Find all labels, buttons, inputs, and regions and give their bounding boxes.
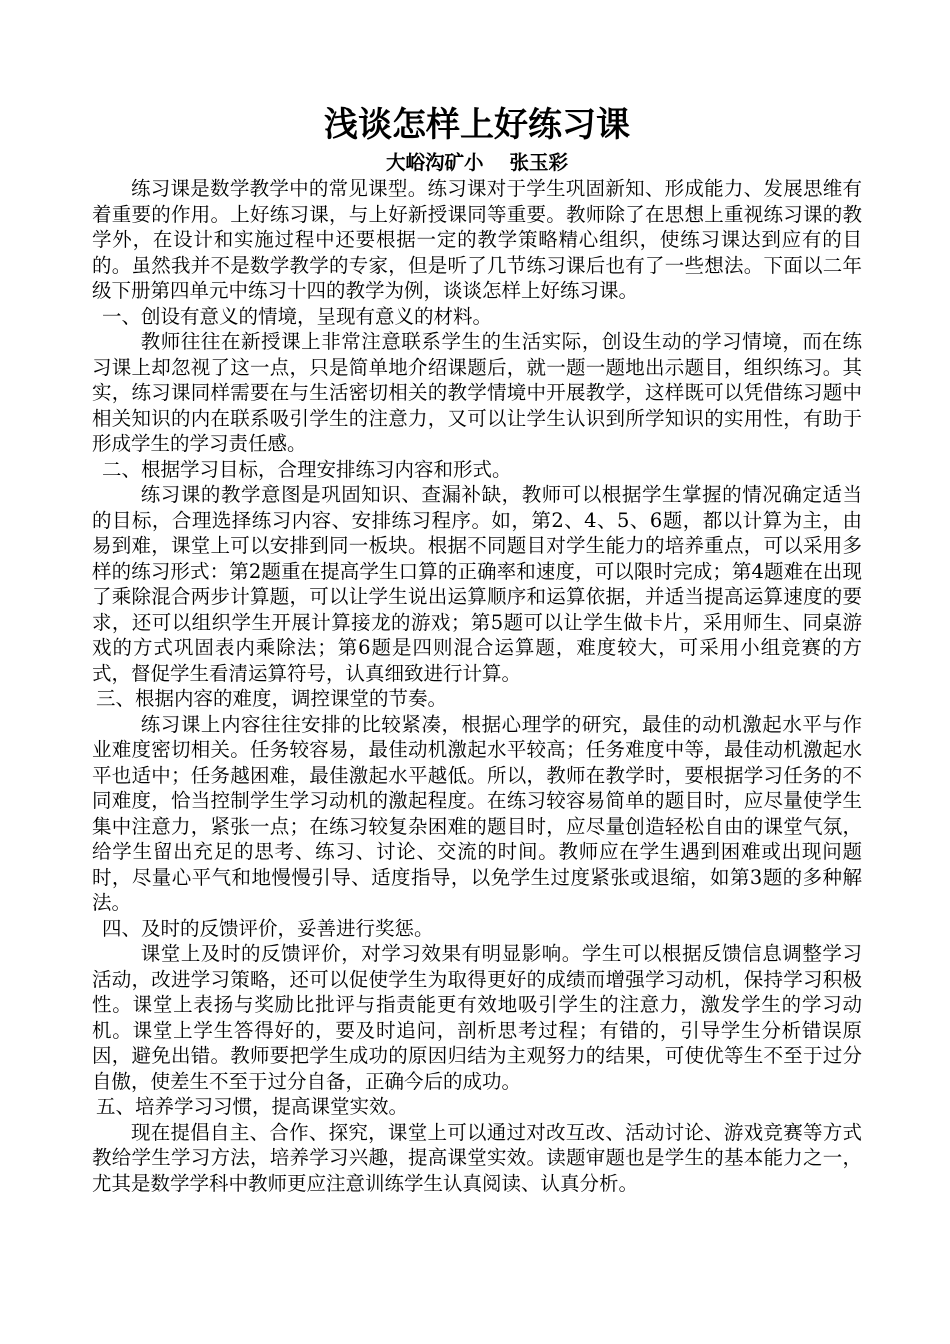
section-3-body: 练习课上内容往往安排的比较紧凑，根据心理学的研究，最佳的动机激起水平与作业难度密切相关。任务较容易，最佳动机激起水平较高；任务难度中等，最佳动机激起水平也适中；任务越困难，最佳激起水平越低。所以，教师在教学时，要根据学习任务的不同难度，恰当控制学生学习动机的激起程度。在练习较容易简单的题目时，应尽量使学生集中注意力，紧张一点；在练习较复杂困难的题目时，应尽量创造轻松自由的课堂气氛，给学生留出充足的思考、练习、讨论、交流的时间。教师应在学生遇到困难或出现问题时，尽量心平气和地慢慢引导、适度指导，以免学生过度紧张或退缩，如第3题的多种解法。 [92,712,862,914]
section-2-body: 练习课的教学意图是巩固知识、查漏补缺，教师可以根据学生掌握的情况确定适当的目标，合理选择练习内容、安排练习程序。如，第2、4、5、6题，都以计算为主，由易到难，课堂上可以安排到同一板块。根据不同题目对学生能力的培养重点，可以采用多样的练习形式：第2题重在提高学生口算的正确率和速度，可以限时完成；第4题难在出现了乘除混合两步计算题，可以让学生说出运算顺序和运算依据，并适当提高运算速度的要求，还可以组织学生开展计算接龙的游戏；第5题可以让学生做卡片，采用师生、同桌游戏的方式巩固表内乘除法；第6题是四则混合运算题，难度较大，可采用小组竞赛的方式，督促学生看清运算符号，认真细致进行计算。 [92,483,862,685]
intro-paragraph: 练习课是数学教学中的常见课型。练习课对于学生巩固新知、形成能力、发展思维有着重要的作用。上好练习课，与上好新授课同等重要。教师除了在思想上重视练习课的教学外，在设计和实施过程中还要根据一定的教学策略精心组织，使练习课达到应有的目的。虽然我并不是数学教学的专家，但是听了几节练习课后也有了一些想法。下面以二年级下册第四单元中练习十四的教学为例，谈谈怎样上好练习课。 [92,177,862,302]
section-1-heading: 一、创设有意义的情境，呈现有意义的材料。 [102,304,493,328]
section-2-heading: 二、根据学习目标，合理安排练习内容和形式。 [102,457,512,481]
section-5-heading: 五、培养学习习惯，提高课堂实效。 [96,1095,409,1118]
author-line [92,150,862,176]
section-4-heading: 四、及时的反馈评价，妥善进行奖惩。 [102,916,434,940]
section-4-body: 课堂上及时的反馈评价，对学习效果有明显影响。学生可以根据反馈信息调整学习活动，改进学习策略，还可以促使学生为取得更好的成绩而增强学习动机，保持学习积极性。课堂上表扬与奖励比批评与指责能更有效地吸引学生的注意力，激发学生的学习动机。课堂上学生答得好的，要及时追问，剖析思考过程；有错的，引导学生分析错误原因，避免出错。教师要把学生成功的原因归结为主观努力的结果，可使优等生不至于过分自傲，使差生不至于过分自备，正确今后的成功。 [92,942,862,1093]
document-title: 浅谈怎样上好练习课 [324,105,630,145]
section-5-body: 现在提倡自主、合作、探究，课堂上可以通过对改互改、活动讨论、游戏竞赛等方式教给学生学习方法，培养学习兴趣，提高课堂实效。读题审题也是学生的基本能力之一，尤其是数学学科中教师更应注意训练学生认真阅读、认真分析。 [92,1120,862,1195]
author-school: 大峪沟矿小 [385,151,484,174]
section-3-heading: 三、根据内容的难度，调控课堂的节奏。 [96,687,448,710]
document-content [92,100,862,1196]
author-name: 张玉彩 [509,151,569,174]
section-1-body: 教师往往在新授课上非常注意联系学生的生活实际，创设生动的学习情境，而在练习课上却忽视了这一点，只是简单地介绍课题后，就一题一题地出示题目，组织练习。其实，练习课同样需要在与生活密切相关的教学情境中开展教学，这样既可以凭借练习题中相关知识的内在联系吸引学生的注意力，又可以让学生认识到所学知识的实用性，有助于形成学生的学习责任感。 [92,330,862,455]
